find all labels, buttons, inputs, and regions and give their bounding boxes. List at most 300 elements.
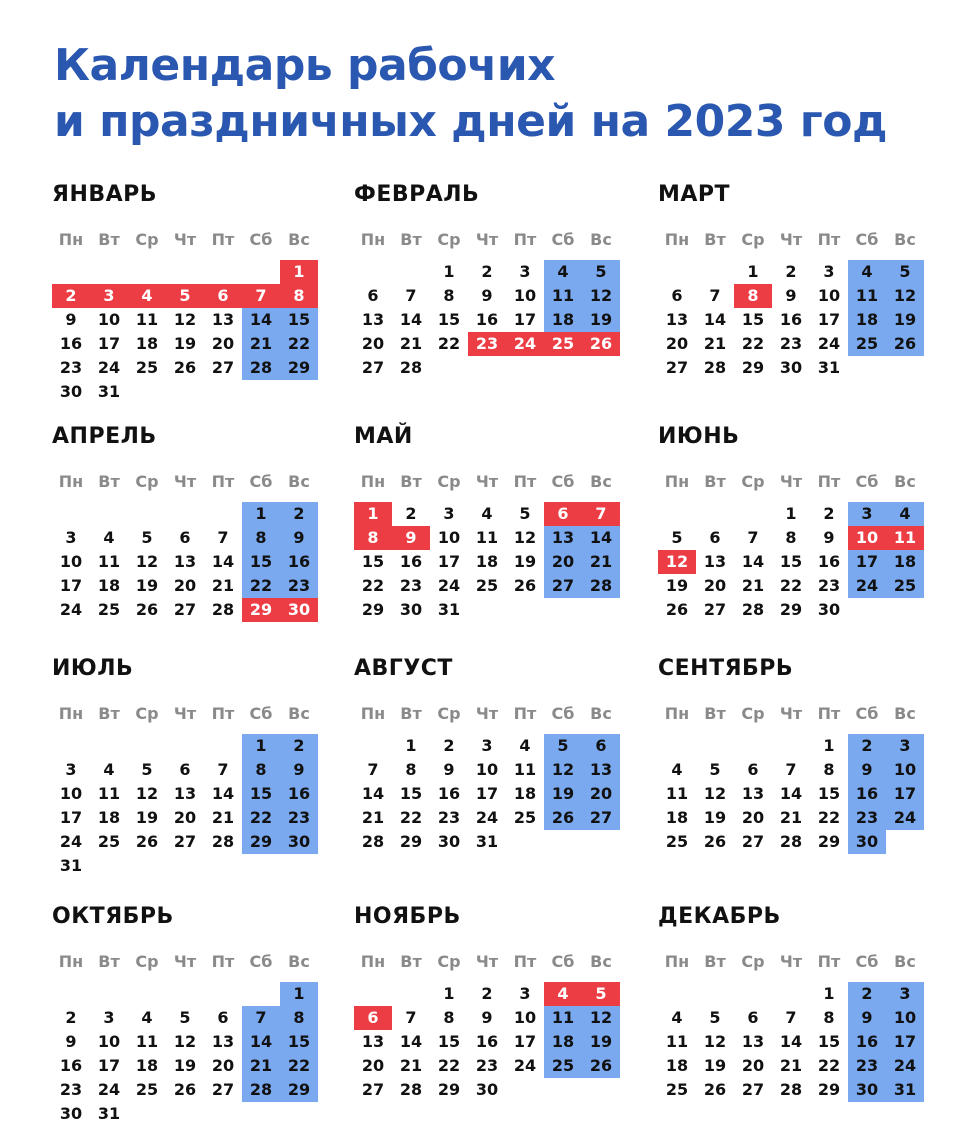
day-cell: 13	[361, 1032, 385, 1051]
title-line-2: и праздничных дней на 2023 год	[54, 96, 888, 147]
day-cell: 31	[97, 1104, 121, 1123]
weekday-header: Вт	[704, 472, 726, 491]
weekday-header: Пт	[211, 704, 235, 723]
day-cell: 29	[741, 358, 765, 377]
weekend-day: 16	[280, 782, 318, 806]
weekend-day: 8	[242, 526, 280, 550]
day-cell: 15	[399, 784, 423, 803]
weekday-header: Вт	[400, 472, 422, 491]
day-cell: 11	[665, 784, 689, 803]
weekend-day: 10	[886, 1006, 924, 1030]
weekday-header: Пн	[360, 472, 386, 491]
day-cell: 1	[747, 262, 759, 281]
weekday-header: Пт	[211, 472, 235, 491]
weekend-day: 16	[848, 1030, 886, 1054]
weekday-header: Ср	[135, 472, 159, 491]
weekday-header: Вт	[98, 472, 120, 491]
day-cell: 19	[135, 576, 159, 595]
day-cell: 23	[399, 576, 423, 595]
weekday-header: Вт	[704, 952, 726, 971]
day-cell: 14	[361, 784, 385, 803]
weekend-day: 9	[848, 758, 886, 782]
day-cell: 21	[741, 576, 765, 595]
holiday-day: 8	[354, 526, 392, 550]
day-cell: 1	[443, 984, 455, 1003]
weekend-day: 4	[886, 502, 924, 526]
weekday-header: Ср	[437, 704, 461, 723]
weekday-header: Сб	[855, 952, 879, 971]
weekend-day: 21	[242, 332, 280, 356]
weekday-header: Вс	[590, 472, 612, 491]
weekday-header: Ср	[135, 704, 159, 723]
weekend-day: 19	[582, 1030, 620, 1054]
month-name: МАЙ	[354, 424, 413, 449]
day-cell: 17	[59, 808, 83, 827]
weekend-day: 29	[280, 1078, 318, 1102]
weekend-day: 28	[242, 1078, 280, 1102]
holiday-day: 9	[392, 526, 430, 550]
day-cell: 25	[135, 1080, 159, 1099]
day-cell: 8	[405, 760, 417, 779]
day-cell: 1	[443, 262, 455, 281]
day-cell: 10	[817, 286, 841, 305]
day-cell: 24	[513, 1056, 537, 1075]
weekday-header: Пн	[360, 704, 386, 723]
day-cell: 23	[475, 1056, 499, 1075]
day-cell: 21	[779, 808, 803, 827]
weekday-header: Чт	[475, 472, 499, 491]
day-cell: 6	[179, 528, 191, 547]
day-cell: 10	[59, 784, 83, 803]
holiday-day: 6	[544, 502, 582, 526]
weekday-header: Чт	[475, 230, 499, 249]
weekday-header: Вс	[894, 230, 916, 249]
month-name: ИЮЛЬ	[52, 656, 134, 681]
day-cell: 22	[817, 1056, 841, 1075]
weekday-header: Вт	[400, 704, 422, 723]
day-cell: 5	[709, 1008, 721, 1027]
day-cell: 27	[361, 1080, 385, 1099]
weekday-header: Пт	[211, 952, 235, 971]
day-cell: 12	[173, 310, 197, 329]
day-cell: 27	[173, 600, 197, 619]
day-cell: 3	[443, 504, 455, 523]
day-cell: 6	[217, 1008, 229, 1027]
day-cell: 18	[135, 1056, 159, 1075]
weekday-header: Вт	[400, 952, 422, 971]
month-5	[354, 424, 624, 664]
day-cell: 9	[443, 760, 455, 779]
day-cell: 7	[217, 528, 229, 547]
weekend-day: 19	[544, 782, 582, 806]
weekday-header: Чт	[475, 952, 499, 971]
day-cell: 17	[59, 576, 83, 595]
day-cell: 19	[173, 334, 197, 353]
month-name: ДЕКАБРЬ	[658, 904, 781, 929]
weekday-header: Вс	[288, 952, 310, 971]
day-cell: 10	[59, 552, 83, 571]
weekend-day: 12	[544, 758, 582, 782]
day-cell: 17	[817, 310, 841, 329]
day-cell: 26	[703, 832, 727, 851]
weekday-header: Сб	[855, 704, 879, 723]
day-cell: 9	[481, 1008, 493, 1027]
day-cell: 2	[823, 504, 835, 523]
weekend-day: 2	[848, 734, 886, 758]
weekend-day: 1	[242, 502, 280, 526]
day-cell: 13	[741, 784, 765, 803]
day-cell: 19	[173, 1056, 197, 1075]
weekday-header: Пт	[513, 704, 537, 723]
weekday-header: Пт	[817, 472, 841, 491]
day-cell: 8	[443, 1008, 455, 1027]
day-cell: 6	[671, 286, 683, 305]
day-cell: 19	[703, 1056, 727, 1075]
weekend-day: 8	[242, 758, 280, 782]
weekday-header: Ср	[135, 230, 159, 249]
day-cell: 13	[173, 784, 197, 803]
weekend-day: 29	[242, 830, 280, 854]
day-cell: 26	[135, 832, 159, 851]
weekend-day: 12	[582, 284, 620, 308]
day-cell: 13	[703, 552, 727, 571]
day-cell: 5	[141, 528, 153, 547]
day-cell: 7	[217, 760, 229, 779]
weekend-day: 18	[544, 1030, 582, 1054]
weekday-header: Вс	[590, 952, 612, 971]
weekend-day: 20	[544, 550, 582, 574]
holiday-day: 1	[354, 502, 392, 526]
day-cell: 11	[135, 1032, 159, 1051]
weekend-day: 5	[582, 260, 620, 284]
day-cell: 5	[709, 760, 721, 779]
day-cell: 3	[65, 760, 77, 779]
day-cell: 28	[399, 358, 423, 377]
weekend-day: 25	[848, 332, 886, 356]
day-cell: 31	[97, 382, 121, 401]
weekend-day: 17	[886, 782, 924, 806]
weekday-header: Пт	[817, 952, 841, 971]
day-cell: 7	[367, 760, 379, 779]
day-cell: 4	[671, 1008, 683, 1027]
day-cell: 14	[211, 552, 235, 571]
day-cell: 25	[665, 1080, 689, 1099]
day-cell: 4	[103, 528, 115, 547]
day-cell: 17	[513, 1032, 537, 1051]
day-cell: 28	[399, 1080, 423, 1099]
month-name: АПРЕЛЬ	[52, 424, 157, 449]
day-cell: 18	[135, 334, 159, 353]
weekday-header: Вс	[590, 704, 612, 723]
weekday-header: Пн	[360, 230, 386, 249]
weekend-day: 18	[886, 550, 924, 574]
day-cell: 1	[823, 736, 835, 755]
weekday-header: Пт	[211, 230, 235, 249]
day-cell: 27	[211, 358, 235, 377]
day-cell: 18	[665, 808, 689, 827]
weekend-day: 22	[280, 332, 318, 356]
day-cell: 19	[135, 808, 159, 827]
holiday-day: 8	[280, 284, 318, 308]
day-cell: 28	[779, 832, 803, 851]
day-cell: 28	[211, 600, 235, 619]
day-cell: 18	[513, 784, 537, 803]
day-cell: 22	[437, 1056, 461, 1075]
day-cell: 21	[779, 1056, 803, 1075]
day-cell: 18	[475, 552, 499, 571]
weekday-header: Пт	[513, 952, 537, 971]
day-cell: 28	[211, 832, 235, 851]
day-cell: 11	[665, 1032, 689, 1051]
day-cell: 7	[785, 1008, 797, 1027]
holiday-day: 6	[354, 1006, 392, 1030]
day-cell: 21	[703, 334, 727, 353]
day-cell: 10	[97, 1032, 121, 1051]
day-cell: 13	[741, 1032, 765, 1051]
holiday-day: 3	[90, 284, 128, 308]
day-cell: 22	[741, 334, 765, 353]
day-cell: 4	[103, 760, 115, 779]
month-name: ОКТЯБРЬ	[52, 904, 174, 929]
holiday-day: 8	[734, 284, 772, 308]
day-cell: 20	[741, 1056, 765, 1075]
weekend-day: 27	[582, 806, 620, 830]
day-cell: 26	[513, 576, 537, 595]
day-cell: 10	[97, 310, 121, 329]
day-cell: 16	[817, 552, 841, 571]
day-cell: 6	[709, 528, 721, 547]
weekday-header: Вт	[704, 704, 726, 723]
day-cell: 8	[823, 1008, 835, 1027]
day-cell: 14	[741, 552, 765, 571]
weekend-day: 30	[280, 830, 318, 854]
weekend-day: 21	[242, 1054, 280, 1078]
holiday-day: 10	[848, 526, 886, 550]
month-name: ФЕВРАЛЬ	[354, 182, 480, 207]
day-cell: 15	[437, 1032, 461, 1051]
day-cell: 11	[513, 760, 537, 779]
day-cell: 25	[665, 832, 689, 851]
month-2	[354, 182, 624, 422]
day-cell: 25	[97, 600, 121, 619]
weekend-day: 2	[280, 502, 318, 526]
weekday-header: Вт	[98, 230, 120, 249]
holiday-day: 23	[468, 332, 506, 356]
day-cell: 3	[481, 736, 493, 755]
weekday-header: Сб	[249, 704, 273, 723]
day-cell: 15	[361, 552, 385, 571]
day-cell: 3	[823, 262, 835, 281]
month-8	[354, 656, 624, 896]
day-cell: 8	[823, 760, 835, 779]
day-cell: 30	[779, 358, 803, 377]
month-1	[52, 182, 322, 422]
day-cell: 11	[475, 528, 499, 547]
weekday-header: Пт	[817, 230, 841, 249]
day-cell: 25	[513, 808, 537, 827]
day-cell: 25	[97, 832, 121, 851]
day-cell: 11	[97, 552, 121, 571]
weekday-header: Чт	[173, 704, 197, 723]
day-cell: 22	[399, 808, 423, 827]
weekend-day: 4	[848, 260, 886, 284]
weekend-day: 31	[886, 1078, 924, 1102]
weekend-day: 5	[886, 260, 924, 284]
day-cell: 29	[817, 1080, 841, 1099]
day-cell: 28	[779, 1080, 803, 1099]
day-cell: 26	[135, 600, 159, 619]
day-cell: 13	[211, 310, 235, 329]
holiday-day: 4	[128, 284, 166, 308]
weekday-header: Сб	[551, 952, 575, 971]
weekday-header: Вс	[590, 230, 612, 249]
day-cell: 4	[141, 1008, 153, 1027]
weekend-day: 9	[848, 1006, 886, 1030]
day-cell: 22	[779, 576, 803, 595]
day-cell: 23	[59, 1080, 83, 1099]
day-cell: 10	[475, 760, 499, 779]
weekday-header: Ср	[741, 952, 765, 971]
weekend-day: 16	[848, 782, 886, 806]
weekend-day: 3	[848, 502, 886, 526]
day-cell: 28	[703, 358, 727, 377]
day-cell: 11	[135, 310, 159, 329]
weekend-day: 23	[280, 806, 318, 830]
page-title	[54, 38, 887, 150]
weekend-day: 13	[582, 758, 620, 782]
weekend-day: 2	[280, 734, 318, 758]
day-cell: 24	[59, 832, 83, 851]
day-cell: 14	[211, 784, 235, 803]
day-cell: 3	[519, 984, 531, 1003]
day-cell: 2	[65, 1008, 77, 1027]
day-cell: 4	[519, 736, 531, 755]
weekday-header: Ср	[741, 230, 765, 249]
day-cell: 13	[211, 1032, 235, 1051]
day-cell: 23	[437, 808, 461, 827]
day-cell: 9	[65, 1032, 77, 1051]
weekend-day: 4	[544, 260, 582, 284]
day-cell: 5	[141, 760, 153, 779]
weekend-day: 14	[582, 526, 620, 550]
holiday-day: 4	[544, 982, 582, 1006]
day-cell: 27	[741, 832, 765, 851]
day-cell: 11	[97, 784, 121, 803]
day-cell: 12	[173, 1032, 197, 1051]
weekend-day: 18	[848, 308, 886, 332]
day-cell: 12	[135, 784, 159, 803]
day-cell: 13	[361, 310, 385, 329]
weekend-day: 3	[886, 982, 924, 1006]
day-cell: 18	[97, 808, 121, 827]
weekday-header: Сб	[249, 472, 273, 491]
day-cell: 24	[437, 576, 461, 595]
holiday-day: 7	[582, 502, 620, 526]
day-cell: 30	[59, 382, 83, 401]
month-name: СЕНТЯБРЬ	[658, 656, 794, 681]
day-cell: 12	[703, 784, 727, 803]
weekend-day: 20	[582, 782, 620, 806]
weekday-header: Сб	[551, 230, 575, 249]
weekday-header: Вс	[288, 472, 310, 491]
weekend-day: 26	[544, 806, 582, 830]
month-name: АВГУСТ	[354, 656, 453, 681]
weekday-header: Чт	[779, 230, 803, 249]
day-cell: 6	[367, 286, 379, 305]
day-cell: 10	[437, 528, 461, 547]
month-4	[52, 424, 322, 664]
day-cell: 21	[211, 808, 235, 827]
day-cell: 9	[65, 310, 77, 329]
holiday-day: 29	[242, 598, 280, 622]
weekend-day: 17	[886, 1030, 924, 1054]
day-cell: 7	[709, 286, 721, 305]
day-cell: 24	[97, 1080, 121, 1099]
day-cell: 23	[59, 358, 83, 377]
weekday-header: Чт	[779, 952, 803, 971]
day-cell: 24	[475, 808, 499, 827]
holiday-day: 30	[280, 598, 318, 622]
day-cell: 20	[173, 576, 197, 595]
weekend-day: 28	[582, 574, 620, 598]
weekend-day: 15	[280, 1030, 318, 1054]
weekend-day: 17	[848, 550, 886, 574]
month-3	[658, 182, 928, 422]
weekday-header: Пн	[664, 230, 690, 249]
day-cell: 21	[399, 1056, 423, 1075]
weekday-header: Вт	[98, 704, 120, 723]
day-cell: 26	[665, 600, 689, 619]
weekday-header: Сб	[249, 230, 273, 249]
weekend-day: 1	[242, 734, 280, 758]
title-line-1: Календарь рабочих	[54, 40, 556, 91]
month-12	[658, 904, 928, 1144]
day-cell: 27	[211, 1080, 235, 1099]
weekday-header: Пн	[58, 952, 84, 971]
day-cell: 27	[741, 1080, 765, 1099]
day-cell: 31	[475, 832, 499, 851]
holiday-day: 12	[658, 550, 696, 574]
holiday-day: 24	[506, 332, 544, 356]
holiday-day: 26	[582, 332, 620, 356]
weekend-day: 27	[544, 574, 582, 598]
weekend-day: 14	[242, 1030, 280, 1054]
weekend-day: 24	[886, 806, 924, 830]
weekend-day: 26	[886, 332, 924, 356]
day-cell: 8	[785, 528, 797, 547]
month-7	[52, 656, 322, 896]
day-cell: 21	[361, 808, 385, 827]
month-name: ЯНВАРЬ	[52, 182, 158, 207]
day-cell: 31	[817, 358, 841, 377]
weekend-day: 16	[280, 550, 318, 574]
weekend-day: 23	[848, 1054, 886, 1078]
day-cell: 20	[211, 334, 235, 353]
day-cell: 12	[703, 1032, 727, 1051]
weekend-day: 23	[848, 806, 886, 830]
day-cell: 17	[97, 1056, 121, 1075]
weekend-day: 2	[848, 982, 886, 1006]
weekend-day: 18	[544, 308, 582, 332]
day-cell: 1	[823, 984, 835, 1003]
weekend-day: 22	[242, 574, 280, 598]
weekend-day: 25	[886, 574, 924, 598]
day-cell: 24	[97, 358, 121, 377]
day-cell: 27	[703, 600, 727, 619]
weekday-header: Сб	[551, 704, 575, 723]
holiday-day: 7	[242, 284, 280, 308]
weekend-day: 29	[280, 356, 318, 380]
